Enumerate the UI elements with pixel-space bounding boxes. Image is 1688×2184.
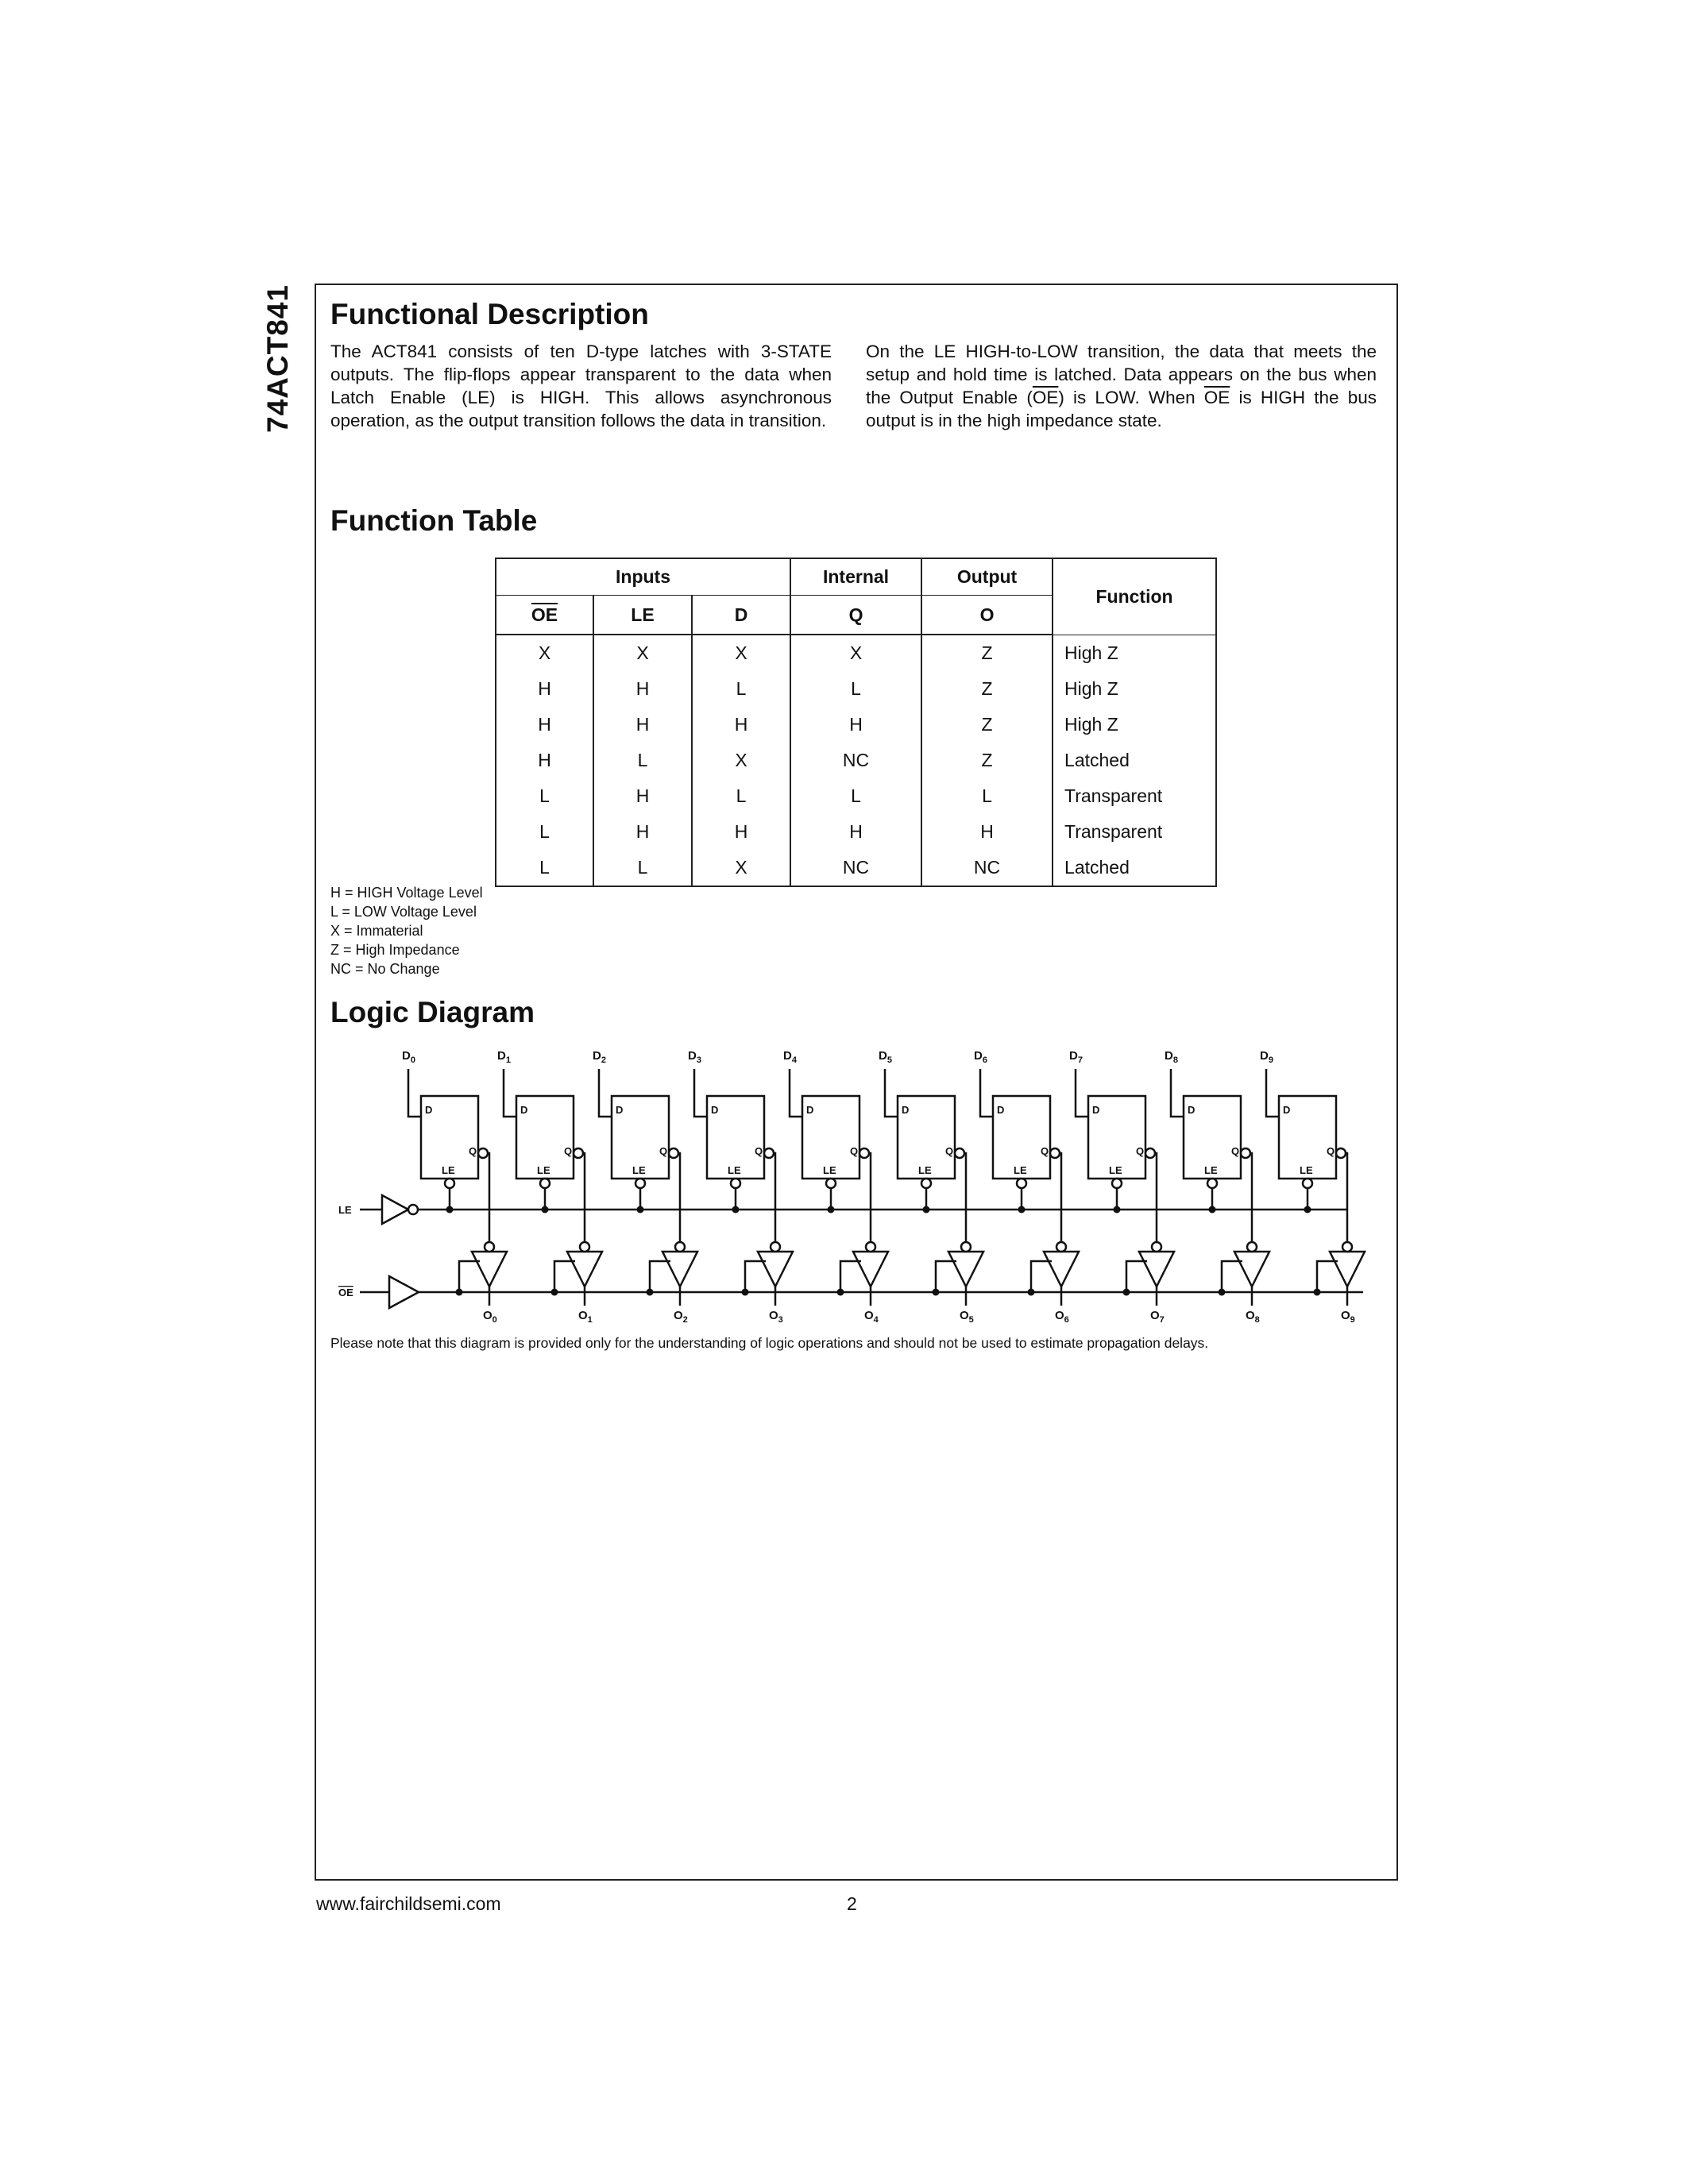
latch-pin-d: D [1092, 1104, 1100, 1116]
buffer-input-bubble [961, 1242, 971, 1252]
oe-enable-wire [1031, 1261, 1052, 1292]
latch-pin-d: D [902, 1104, 910, 1116]
legend-item: H = HIGH Voltage Level [330, 885, 483, 901]
tristate-buffer-icon [1139, 1252, 1174, 1287]
latch-stage-6 [974, 1049, 1079, 1325]
table-cell: H [496, 743, 593, 778]
latch-pin-d: D [1283, 1104, 1291, 1116]
column-header-d: D [692, 596, 790, 635]
table-cell: High Z [1053, 635, 1216, 671]
q-wire-7 [1155, 1153, 1157, 1245]
table-cell: Transparent [1053, 778, 1216, 814]
latch-pin-le: LE [823, 1164, 836, 1176]
legend-item: NC = No Change [330, 961, 440, 977]
le-pin-bubble [1207, 1179, 1217, 1188]
table-cell: H [593, 707, 692, 743]
column-header-oe-text: $\overline{OE}$ [531, 604, 558, 625]
latch-pin-le: LE [1109, 1164, 1122, 1176]
le-pin-bubble [1017, 1179, 1026, 1188]
table-cell: X [593, 635, 692, 671]
buffer-input-bubble [866, 1242, 875, 1252]
latch-stage-3 [688, 1049, 793, 1325]
table-cell: X [692, 850, 790, 886]
footer-url: www.fairchildsemi.com [316, 1893, 501, 1914]
tristate-buffer-icon [662, 1252, 697, 1287]
buffer-input-bubble [1247, 1242, 1257, 1252]
le-pin-bubble [635, 1179, 645, 1188]
tristate-buffer-icon [472, 1252, 507, 1287]
table-cell: H [692, 814, 790, 850]
table-row [496, 635, 1216, 671]
d-input-label-4: $D_4$ [783, 1049, 797, 1065]
table-cell: X [790, 635, 921, 671]
le-buffer-icon [382, 1195, 408, 1224]
q-wire-4 [869, 1153, 871, 1245]
table-cell: H [593, 814, 692, 850]
table-cell: L [790, 671, 921, 707]
d-wire-7 [1076, 1069, 1088, 1117]
q-output-bubble [1145, 1148, 1155, 1158]
oe-enable-wire [1317, 1261, 1338, 1292]
o-output-label-7: $O_7$ [1150, 1309, 1165, 1325]
functional-description-left-paragraph: The ACT841 consists of ten D-type latches with 3-STATE outputs. The flip-flops appear transparent to the data when Latch Enable (LE) is HIGH. This allows asynchronous operation, as the output transition follows the data in transition. [330, 341, 832, 430]
oe-enable-wire [936, 1261, 956, 1292]
q-wire-1 [583, 1153, 585, 1245]
o-output-label-6: $O_6$ [1055, 1309, 1069, 1325]
q-wire-0 [488, 1153, 489, 1245]
oe-overline-text: $\overline{OE}$ [1032, 388, 1059, 407]
oe-enable-wire [554, 1261, 575, 1292]
d-input-label-0: $D_0$ [402, 1049, 415, 1065]
internal-group-header: Internal [790, 558, 921, 596]
tristate-buffer-icon [853, 1252, 888, 1287]
tristate-buffer-icon [1234, 1252, 1269, 1287]
function-table [495, 558, 1217, 887]
column-header-q: Q [790, 596, 921, 635]
q-output-bubble [1050, 1148, 1060, 1158]
buffer-input-bubble [1342, 1242, 1352, 1252]
latch-pin-le: LE [1204, 1164, 1218, 1176]
table-cell: Z [921, 671, 1053, 707]
tristate-buffer-icon [758, 1252, 793, 1287]
latch-stage-4 [783, 1049, 888, 1325]
table-cell: X [496, 635, 593, 671]
latch-pin-le: LE [442, 1164, 455, 1176]
latch-pin-d: D [520, 1104, 528, 1116]
output-group-header: Output [921, 558, 1053, 596]
table-cell: H [593, 671, 692, 707]
le-input-label: LE [338, 1204, 352, 1216]
latch-pin-q: Q [755, 1145, 763, 1157]
latch-pin-d: D [425, 1104, 433, 1116]
d-input-label-6: $D_6$ [974, 1049, 987, 1065]
q-wire-6 [1060, 1153, 1061, 1245]
latch-pin-le: LE [537, 1164, 550, 1176]
oe-enable-wire [840, 1261, 861, 1292]
buffer-input-bubble [580, 1242, 589, 1252]
column-header-oe [496, 596, 593, 635]
o-output-label-9: $O_9$ [1341, 1309, 1355, 1325]
table-cell: L [790, 778, 921, 814]
latch-pin-le: LE [1014, 1164, 1027, 1176]
table-cell: H [593, 778, 692, 814]
buffer-input-bubble [485, 1242, 494, 1252]
table-cell: L [692, 671, 790, 707]
latch-pin-q: Q [945, 1145, 954, 1157]
latch-stage-8 [1165, 1049, 1269, 1325]
table-cell: Z [921, 707, 1053, 743]
table-row [496, 707, 1216, 743]
le-pin-bubble [540, 1179, 550, 1188]
table-cell: Z [921, 635, 1053, 671]
function-column-header: Function [1053, 558, 1216, 635]
latch-stage-9 [1260, 1049, 1365, 1325]
o-output-label-5: $O_5$ [960, 1309, 974, 1325]
legend-item: X = Immaterial [330, 923, 423, 939]
latch-pin-d: D [1188, 1104, 1196, 1116]
o-output-label-8: $O_8$ [1246, 1309, 1260, 1325]
o-output-label-0: $O_0$ [483, 1309, 497, 1325]
buffer-input-bubble [771, 1242, 780, 1252]
table-cell: H [496, 671, 593, 707]
q-output-bubble [669, 1148, 678, 1158]
table-cell: H [921, 814, 1053, 850]
oe-enable-wire [650, 1261, 670, 1292]
table-cell: NC [921, 850, 1053, 886]
table-cell: L [593, 850, 692, 886]
d-input-label-8: $D_8$ [1165, 1049, 1178, 1065]
table-cell: H [790, 814, 921, 850]
latch-pin-q: Q [1231, 1145, 1240, 1157]
table-cell: H [496, 707, 593, 743]
table-cell: Transparent [1053, 814, 1216, 850]
buffer-input-bubble [1152, 1242, 1161, 1252]
q-wire-9 [1346, 1153, 1347, 1245]
latch-pin-le: LE [918, 1164, 932, 1176]
latch-pin-q: Q [469, 1145, 477, 1157]
functional-description-heading: Functional Description [330, 298, 649, 330]
latch-pin-le: LE [728, 1164, 741, 1176]
footer-page-number: 2 [847, 1893, 857, 1914]
table-cell: NC [790, 743, 921, 778]
latch-pin-d: D [616, 1104, 624, 1116]
tristate-buffer-icon [1044, 1252, 1079, 1287]
o-output-label-4: $O_4$ [864, 1309, 879, 1325]
oe-enable-wire [745, 1261, 766, 1292]
latch-stage-2 [593, 1049, 697, 1325]
table-row [496, 671, 1216, 707]
table-cell: High Z [1053, 671, 1216, 707]
q-wire-5 [964, 1153, 966, 1245]
column-header-o: O [921, 596, 1053, 635]
tristate-buffer-icon [948, 1252, 983, 1287]
latch-pin-q: Q [1136, 1145, 1145, 1157]
o-output-label-2: $O_2$ [674, 1309, 688, 1325]
le-pin-bubble [921, 1179, 931, 1188]
d-wire-6 [980, 1069, 993, 1117]
side-title: 74ACT841 [261, 284, 294, 433]
oe-input-label: OE [338, 1287, 353, 1298]
latch-stage-5 [879, 1049, 983, 1325]
table-cell: L [496, 778, 593, 814]
legend-item: L = LOW Voltage Level [330, 904, 477, 920]
table-row [496, 743, 1216, 778]
o-output-label-3: $O_3$ [769, 1309, 783, 1325]
buffer-input-bubble [1056, 1242, 1066, 1252]
oe-enable-wire [1126, 1261, 1147, 1292]
q-wire-8 [1250, 1153, 1252, 1245]
le-pin-bubble [445, 1179, 454, 1188]
latch-pin-q: Q [659, 1145, 668, 1157]
q-output-bubble [859, 1148, 869, 1158]
table-cell: L [593, 743, 692, 778]
q-output-bubble [1241, 1148, 1250, 1158]
q-output-bubble [574, 1148, 583, 1158]
d-input-label-5: $D_5$ [879, 1049, 892, 1065]
legend-item: Z = High Impedance [330, 942, 460, 958]
latch-stage-7 [1069, 1049, 1174, 1325]
table-cell: X [692, 635, 790, 671]
q-output-bubble [1336, 1148, 1346, 1158]
latch-stage-1 [497, 1049, 602, 1325]
latch-pin-q: Q [1041, 1145, 1049, 1157]
d-input-label-3: $D_3$ [688, 1049, 701, 1065]
oe-overline-text-2: $\overline{OE}$ [1203, 388, 1230, 407]
logic-diagram [315, 1047, 1398, 1341]
latch-pin-le: LE [1300, 1164, 1313, 1176]
d-wire-0 [408, 1069, 421, 1117]
latch-stage-0 [402, 1049, 507, 1325]
oe-enable-wire [459, 1261, 480, 1292]
q-output-bubble [955, 1148, 964, 1158]
q-wire-3 [774, 1153, 775, 1245]
d-wire-8 [1171, 1069, 1184, 1117]
latch-pin-q: Q [850, 1145, 859, 1157]
buffer-input-bubble [675, 1242, 685, 1252]
table-cell: L [692, 778, 790, 814]
latch-pin-d: D [711, 1104, 719, 1116]
q-wire-2 [678, 1153, 680, 1245]
table-cell: Latched [1053, 850, 1216, 886]
le-pin-bubble [826, 1179, 836, 1188]
d-wire-1 [504, 1069, 516, 1117]
le-pin-bubble [1303, 1179, 1312, 1188]
logic-diagram-heading: Logic Diagram [330, 996, 535, 1028]
latch-pin-le: LE [632, 1164, 646, 1176]
tristate-buffer-icon [567, 1252, 602, 1287]
d-input-label-7: $D_7$ [1069, 1049, 1083, 1065]
d-wire-2 [599, 1069, 612, 1117]
d-input-label-2: $D_2$ [593, 1049, 606, 1065]
q-output-bubble [764, 1148, 774, 1158]
d-wire-5 [885, 1069, 898, 1117]
table-cell: L [496, 850, 593, 886]
d-input-label-9: $D_9$ [1260, 1049, 1273, 1065]
oe-enable-wire [1222, 1261, 1242, 1292]
table-cell: Latched [1053, 743, 1216, 778]
d-wire-3 [694, 1069, 707, 1117]
latch-pin-q: Q [1327, 1145, 1335, 1157]
table-cell: L [496, 814, 593, 850]
logic-diagram-note: Please note that this diagram is provided only for the understanding of logic operations and should not be used to estimate propagation delays. [330, 1335, 1209, 1351]
table-row [496, 850, 1216, 886]
q-output-bubble [478, 1148, 488, 1158]
inputs-group-header: Inputs [496, 558, 790, 596]
table-cell: High Z [1053, 707, 1216, 743]
le-pin-bubble [731, 1179, 740, 1188]
o-output-label-1: $O_1$ [578, 1309, 593, 1325]
table-cell: H [692, 707, 790, 743]
right-paragraph-part1: On the LE HIGH-to-LOW transition, the data that meets the setup and hold time is latched. Data appears on the bus when the Output Enable ( [866, 341, 1377, 407]
function-table-legend [330, 883, 483, 978]
function-table-heading: Function Table [330, 504, 538, 537]
table-row [496, 814, 1216, 850]
table-cell: L [921, 778, 1053, 814]
d-input-label-1: $D_1$ [497, 1049, 511, 1065]
tristate-buffer-icon [1330, 1252, 1365, 1287]
latch-stages [402, 1049, 1365, 1325]
le-pin-bubble [1112, 1179, 1122, 1188]
d-wire-4 [790, 1069, 802, 1117]
right-paragraph-part2: ) is LOW. When [1058, 388, 1204, 407]
table-cell: NC [790, 850, 921, 886]
latch-pin-d: D [997, 1104, 1005, 1116]
right-paragraph-part3: is HIGH the bus output is in the high impedance state. [866, 388, 1377, 430]
latch-pin-d: D [806, 1104, 814, 1116]
latch-pin-q: Q [564, 1145, 573, 1157]
functional-description-right-paragraph [866, 340, 1377, 432]
table-cell: X [692, 743, 790, 778]
table-cell: H [790, 707, 921, 743]
oe-buffer-icon [389, 1276, 419, 1308]
table-row [496, 778, 1216, 814]
table-cell: Z [921, 743, 1053, 778]
d-wire-9 [1266, 1069, 1279, 1117]
column-header-le: LE [593, 596, 692, 635]
